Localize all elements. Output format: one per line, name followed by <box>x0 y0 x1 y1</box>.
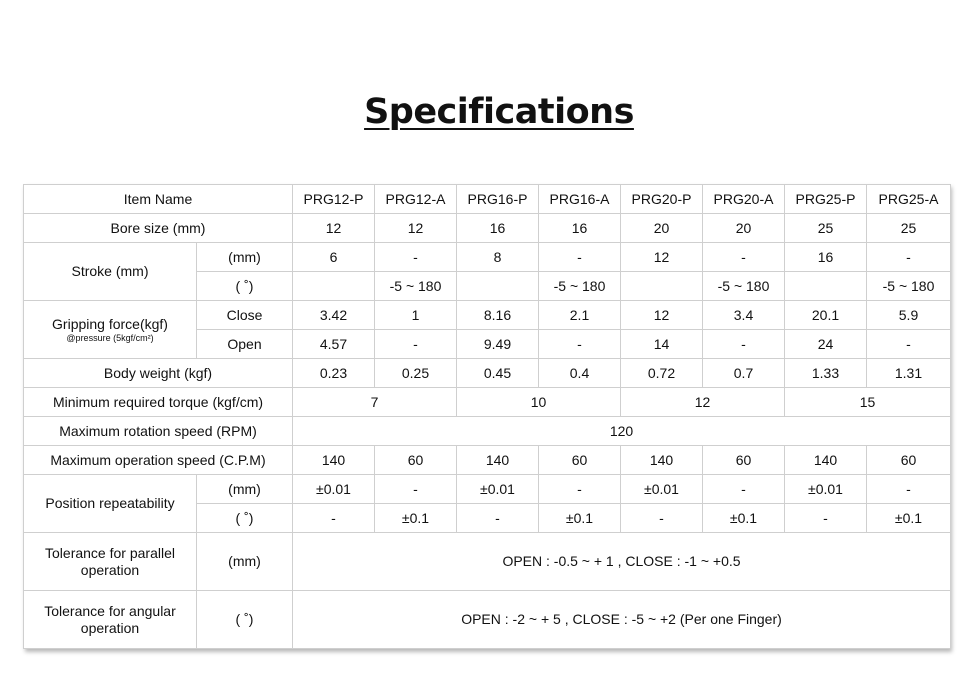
table-cell: 1 <box>375 301 457 330</box>
row-label: Stroke (mm) <box>24 243 197 301</box>
row-label: Maximum rotation speed (RPM) <box>24 417 293 446</box>
row-label: Tolerance for angular operation <box>24 591 197 649</box>
row-label: Minimum required torque (kgf/cm) <box>24 388 293 417</box>
unit-cell: ( ˚) <box>197 591 293 649</box>
table-cell: - <box>375 330 457 359</box>
table-cell: -5 ~ 180 <box>539 272 621 301</box>
table-cell: - <box>621 504 703 533</box>
table-cell: 0.4 <box>539 359 621 388</box>
row-label: Maximum operation speed (C.P.M) <box>24 446 293 475</box>
body-weight-row <box>24 359 951 388</box>
table-cell: 8 <box>457 243 539 272</box>
table-cell: 14 <box>621 330 703 359</box>
table-cell: - <box>867 330 951 359</box>
table-cell <box>785 272 867 301</box>
operation-speed-row <box>24 446 951 475</box>
model-header: PRG25-A <box>867 185 951 214</box>
model-header: PRG12-P <box>293 185 375 214</box>
table-cell: 140 <box>785 446 867 475</box>
row-label <box>24 301 197 359</box>
row-label: Position repeatability <box>24 475 197 533</box>
repeatability-mm-row <box>24 475 951 504</box>
table-cell: - <box>539 243 621 272</box>
table-cell: 20 <box>621 214 703 243</box>
table-cell: 1.33 <box>785 359 867 388</box>
table-cell: 4.57 <box>293 330 375 359</box>
specifications-table <box>23 184 951 649</box>
table-cell <box>621 272 703 301</box>
unit-cell: Close <box>197 301 293 330</box>
table-cell: - <box>867 243 951 272</box>
table-cell: 20.1 <box>785 301 867 330</box>
model-header: PRG20-A <box>703 185 785 214</box>
torque-row <box>24 388 951 417</box>
table-cell: 5.9 <box>867 301 951 330</box>
table-cell: - <box>457 504 539 533</box>
table-cell: 9.49 <box>457 330 539 359</box>
table-cell: 2.1 <box>539 301 621 330</box>
table-cell: 16 <box>457 214 539 243</box>
parallel-tolerance-row <box>24 533 951 591</box>
table-cell: ±0.1 <box>703 504 785 533</box>
table-cell: 1.31 <box>867 359 951 388</box>
table-cell: 25 <box>785 214 867 243</box>
table-cell: 0.45 <box>457 359 539 388</box>
table-cell: -5 ~ 180 <box>703 272 785 301</box>
row-label: Tolerance for parallel operation <box>24 533 197 591</box>
unit-cell: (mm) <box>197 533 293 591</box>
rotation-speed-row <box>24 417 951 446</box>
table-cell: - <box>293 504 375 533</box>
table-cell: - <box>703 475 785 504</box>
table-cell: 12 <box>375 214 457 243</box>
model-header: PRG25-P <box>785 185 867 214</box>
table-cell: 3.4 <box>703 301 785 330</box>
table-cell: 16 <box>539 214 621 243</box>
table-cell: - <box>539 330 621 359</box>
table-cell: ±0.01 <box>621 475 703 504</box>
table-cell: 16 <box>785 243 867 272</box>
table-cell: ±0.1 <box>375 504 457 533</box>
stroke-mm-row <box>24 243 951 272</box>
table-cell: 140 <box>293 446 375 475</box>
table-cell: 12 <box>293 214 375 243</box>
unit-cell: ( ˚) <box>197 504 293 533</box>
gripping-force-label: Gripping force(kgf) <box>52 315 168 332</box>
table-cell: -5 ~ 180 <box>375 272 457 301</box>
table-cell: - <box>375 243 457 272</box>
model-header: PRG20-P <box>621 185 703 214</box>
table-cell: 60 <box>539 446 621 475</box>
gripping-close-row <box>24 301 951 330</box>
table-cell: - <box>703 243 785 272</box>
table-cell: ±0.01 <box>785 475 867 504</box>
model-header: PRG12-A <box>375 185 457 214</box>
model-header: PRG16-A <box>539 185 621 214</box>
table-cell: OPEN : -2 ~ + 5 , CLOSE : -5 ~ +2 (Per one Finger) <box>293 591 951 649</box>
table-cell: 10 <box>457 388 621 417</box>
table-cell: 60 <box>375 446 457 475</box>
row-label: Body weight (kgf) <box>24 359 293 388</box>
table-cell: -5 ~ 180 <box>867 272 951 301</box>
unit-cell: ( ˚) <box>197 272 293 301</box>
table-cell: OPEN : -0.5 ~ + 1 , CLOSE : -1 ~ +0.5 <box>293 533 951 591</box>
table-cell: 0.23 <box>293 359 375 388</box>
table-cell: 0.72 <box>621 359 703 388</box>
table-cell: 6 <box>293 243 375 272</box>
table-cell: - <box>375 475 457 504</box>
table-cell: 15 <box>785 388 951 417</box>
table-cell: ±0.01 <box>293 475 375 504</box>
bore-size-row <box>24 214 951 243</box>
table-cell <box>457 272 539 301</box>
item-name-header: Item Name <box>24 185 293 214</box>
table-cell: 140 <box>457 446 539 475</box>
table-cell: 8.16 <box>457 301 539 330</box>
specifications-table-container <box>23 184 950 649</box>
table-cell: 140 <box>621 446 703 475</box>
table-cell: ±0.1 <box>867 504 951 533</box>
table-cell: 60 <box>703 446 785 475</box>
table-cell: ±0.01 <box>457 475 539 504</box>
unit-cell: (mm) <box>197 475 293 504</box>
angular-tolerance-row <box>24 591 951 649</box>
table-cell: 0.25 <box>375 359 457 388</box>
unit-cell: Open <box>197 330 293 359</box>
table-cell <box>293 272 375 301</box>
unit-cell: (mm) <box>197 243 293 272</box>
table-cell: 7 <box>293 388 457 417</box>
table-cell: 3.42 <box>293 301 375 330</box>
table-cell: 12 <box>621 243 703 272</box>
table-cell: 12 <box>621 301 703 330</box>
table-cell: 120 <box>293 417 951 446</box>
table-cell: ±0.1 <box>539 504 621 533</box>
header-row <box>24 185 951 214</box>
table-cell: - <box>785 504 867 533</box>
table-cell: 0.7 <box>703 359 785 388</box>
gripping-pressure-note: @pressure (5kgf/cm²) <box>66 332 154 343</box>
table-cell: 25 <box>867 214 951 243</box>
table-cell: - <box>539 475 621 504</box>
table-cell: 60 <box>867 446 951 475</box>
row-label: Bore size (mm) <box>24 214 293 243</box>
table-cell: 12 <box>621 388 785 417</box>
model-header: PRG16-P <box>457 185 539 214</box>
table-cell: - <box>867 475 951 504</box>
page-title: Specifications <box>364 92 634 132</box>
table-cell: 20 <box>703 214 785 243</box>
table-cell: - <box>703 330 785 359</box>
table-cell: 24 <box>785 330 867 359</box>
